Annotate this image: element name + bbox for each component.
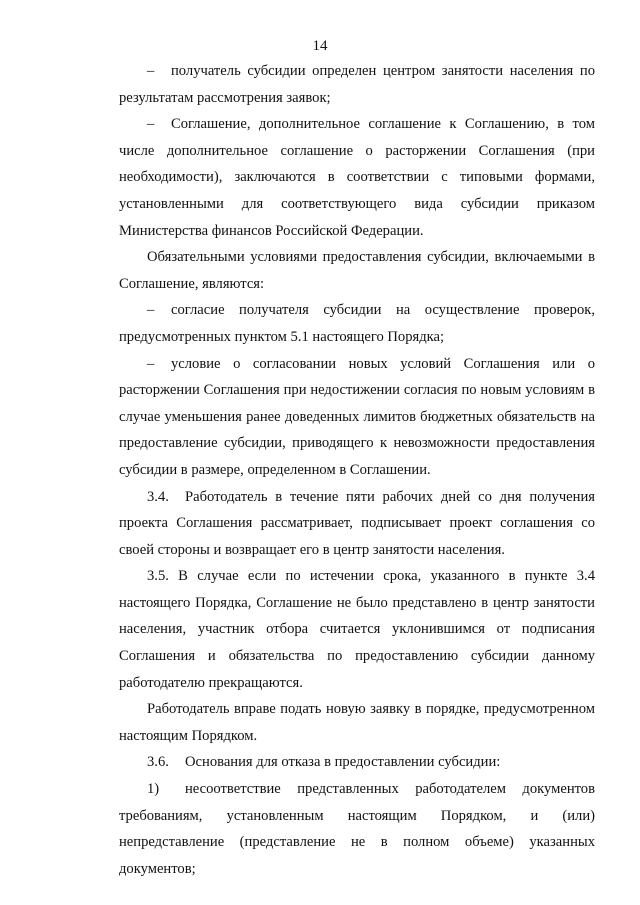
paragraph-text: условие о согласовании новых условий Соглашения или о расторжении Соглашения при недостижении согласия по новым условиям в случае уменьшения ранее доведенных лимитов бюджетных обязательств на предоставление субсидии, приводящего к невозможности предоставления субсидии в размере, определенном в Соглашении. (119, 355, 595, 478)
paragraph-text: Работодатель вправе подать новую заявку в порядке, предусмотренном настоящим Порядком. (119, 701, 595, 744)
dash-marker: – (147, 63, 155, 79)
paragraph-text: несоответствие представленных работодателем документов требованиям, установленным настоящим Порядком, и (или) непредставление (представление не в полном объеме) указанных документов; (119, 781, 595, 877)
paragraph-consent-to-inspections (119, 297, 595, 350)
section-number: 3.4. (147, 488, 169, 505)
section-number: 3.6. (147, 754, 169, 771)
dash-marker: – (147, 302, 155, 319)
document-body (119, 58, 595, 882)
page-number: 14 (312, 38, 328, 54)
paragraph-text: Основания для отказа в предоставлении субсидии: (185, 754, 501, 771)
paragraph-mandatory-conditions (119, 244, 595, 297)
paragraph-text: Соглашение, дополнительное соглашение к Соглашению, в том числе дополнительное соглашение о расторжении Соглашения (при необходимости), заключаются в соответствии с типовыми формами, установленными для соответствующего вида субсидии приказом Министерства финансов Российской Федерации. (119, 116, 595, 239)
paragraph-recipient-determined (119, 58, 595, 111)
item-number: 1) (147, 781, 160, 798)
paragraph-new-conditions (119, 351, 595, 484)
dash-marker: – (147, 116, 155, 133)
paragraph-agreement-forms (119, 111, 595, 244)
paragraph-text: Работодатель в течение пяти рабочих дней со дня получения проекта Соглашения рассматривает, подписывает проект соглашения со своей стороны и возвращает его в центр занятости населения. (119, 488, 595, 558)
paragraph-new-application (119, 696, 595, 749)
paragraph-text: 3.5. В случае если по истечении срока, указанного в пункте 3.4 настоящего Порядка, Соглашение не было представлено в центр занятости населения, участник отбора считается уклонившимся от подписания Соглашения и обязательства по предоставлению субсидии данному работодателю прекращаются. (119, 568, 595, 691)
dash-marker: – (147, 355, 155, 372)
paragraph-text: согласие получателя субсидии на осуществление проверок, предусмотренных пунктом 5.1 настоящего Порядка; (119, 302, 595, 345)
paragraph-section-3-6 (119, 749, 595, 776)
paragraph-text: Обязательными условиями предоставления субсидии, включаемыми в Соглашение, являются: (119, 249, 595, 292)
paragraph-text: получатель субсидии определен центром занятости населения по результатам рассмотрения заявок; (119, 63, 595, 106)
paragraph-refusal-ground-1 (119, 776, 595, 882)
paragraph-section-3-5 (119, 563, 595, 696)
paragraph-section-3-4 (119, 484, 595, 564)
